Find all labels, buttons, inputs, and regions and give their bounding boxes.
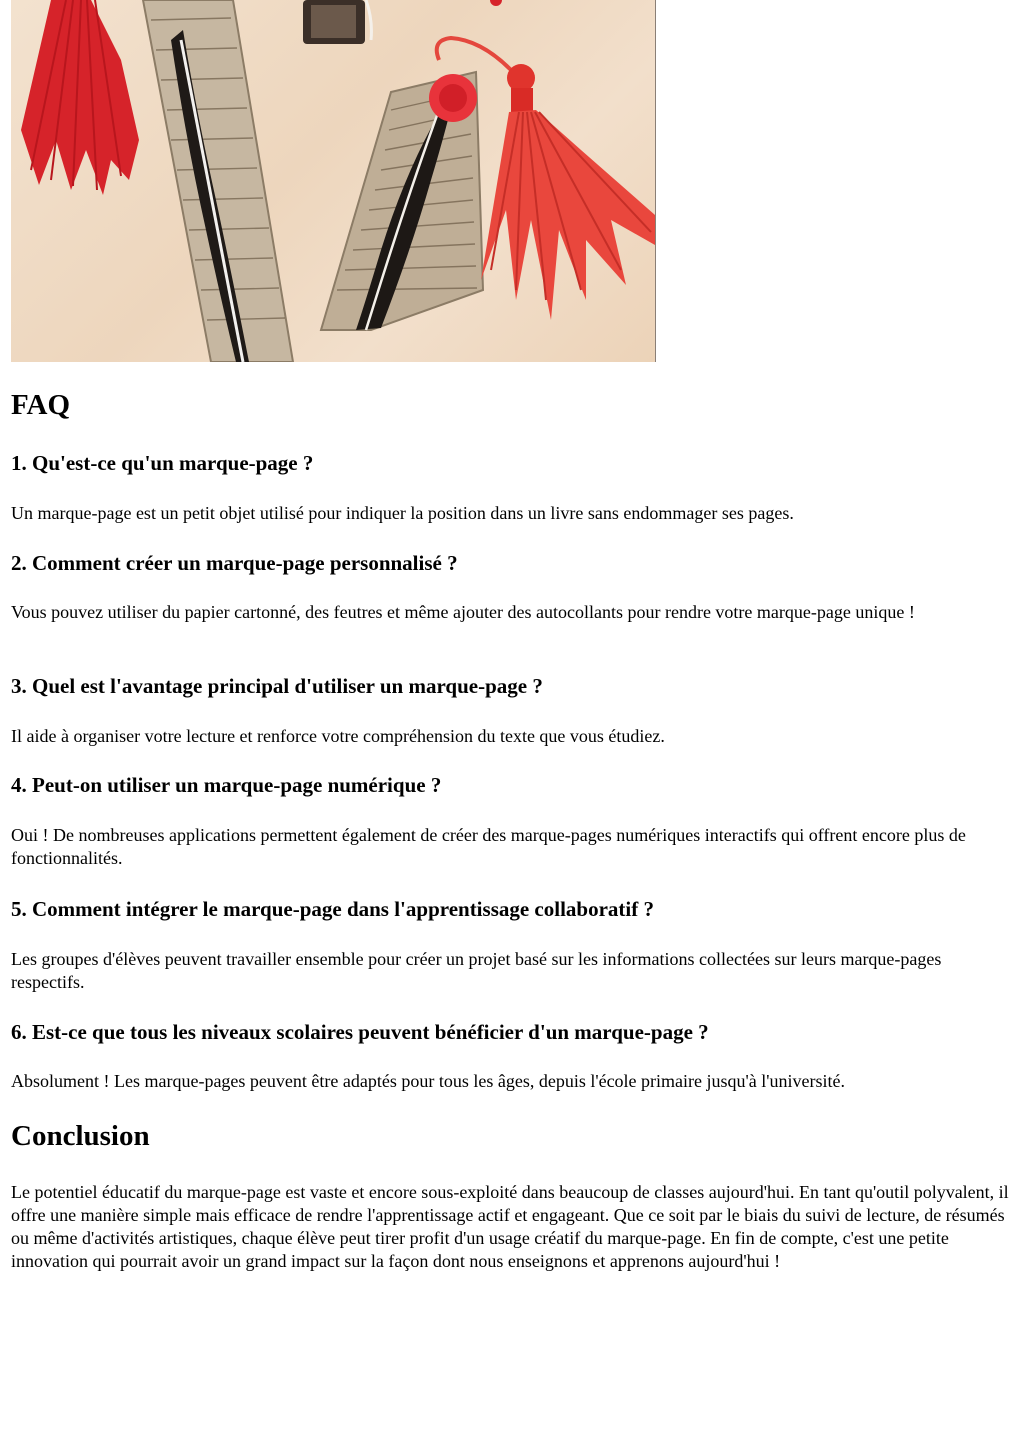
faq-question: 6. Est-ce que tous les niveaux scolaires peuvent bénéficier d'un marque-page ? xyxy=(11,1020,709,1044)
bookmarks-photo xyxy=(11,0,656,362)
conclusion-paragraph: Le potentiel éducatif du marque-page est vaste et encore sous-exploité dans beaucoup de classes aujourd'hui. En tant qu'outil polyvalent, il offre une manière simple mais efficace de rendre l'apprentissage actif et engageant. Que ce soit par le biais du suivi de lecture, de résumés ou même d'activités artistiques, chaque élève peut tirer profit d'un usage créatif du marque-page. En fin de compte, c'est une petite innovation qui pourrait avoir un grand impact sur la façon dont nous enseignons et apprenons aujourd'hui ! xyxy=(11,1182,1009,1271)
faq-heading: FAQ xyxy=(11,389,71,421)
faq-answer: Les groupes d'élèves peuvent travailler ensemble pour créer un projet basé sur les informations collectées sur leurs marque-pages respectifs. xyxy=(11,949,942,992)
red-bead xyxy=(490,0,502,6)
article xyxy=(11,0,1014,1271)
faq-answer: Un marque-page est un petit objet utilisé pour indiquer la position dans un livre sans endommager ses pages. xyxy=(11,503,794,523)
faq-answer: Absolument ! Les marque-pages peuvent être adaptés pour tous les âges, depuis l'école primaire jusqu'à l'université. xyxy=(11,1071,845,1091)
faq-question: 4. Peut-on utiliser un marque-page numérique ? xyxy=(11,773,442,797)
faq-question: 3. Quel est l'avantage principal d'utiliser un marque-page ? xyxy=(11,674,543,698)
conclusion-heading: Conclusion xyxy=(11,1120,150,1152)
left-red-tassel xyxy=(21,0,139,195)
faq-answer: Oui ! De nombreuses applications permettent également de créer des marque-pages numériques interactifs qui offrent encore plus de fonctionnalités. xyxy=(11,825,966,868)
long-resin-bookmark xyxy=(143,0,293,362)
faq-question: 1. Qu'est-ce qu'un marque-page ? xyxy=(11,451,314,475)
small-resin-bookmark xyxy=(303,0,371,44)
faq-answer: Vous pouvez utiliser du papier cartonné, des feutres et même ajouter des autocollants pour rendre votre marque-page unique ! xyxy=(11,602,915,622)
faq-answer: Il aide à organiser votre lecture et renforce votre compréhension du texte que vous étudiez. xyxy=(11,726,665,746)
faq-question: 5. Comment intégrer le marque-page dans l'apprentissage collaboratif ? xyxy=(11,897,654,921)
faq-question: 2. Comment créer un marque-page personnalisé ? xyxy=(11,551,458,575)
bookmarks-illustration xyxy=(11,0,655,362)
short-resin-bookmark xyxy=(321,72,483,330)
